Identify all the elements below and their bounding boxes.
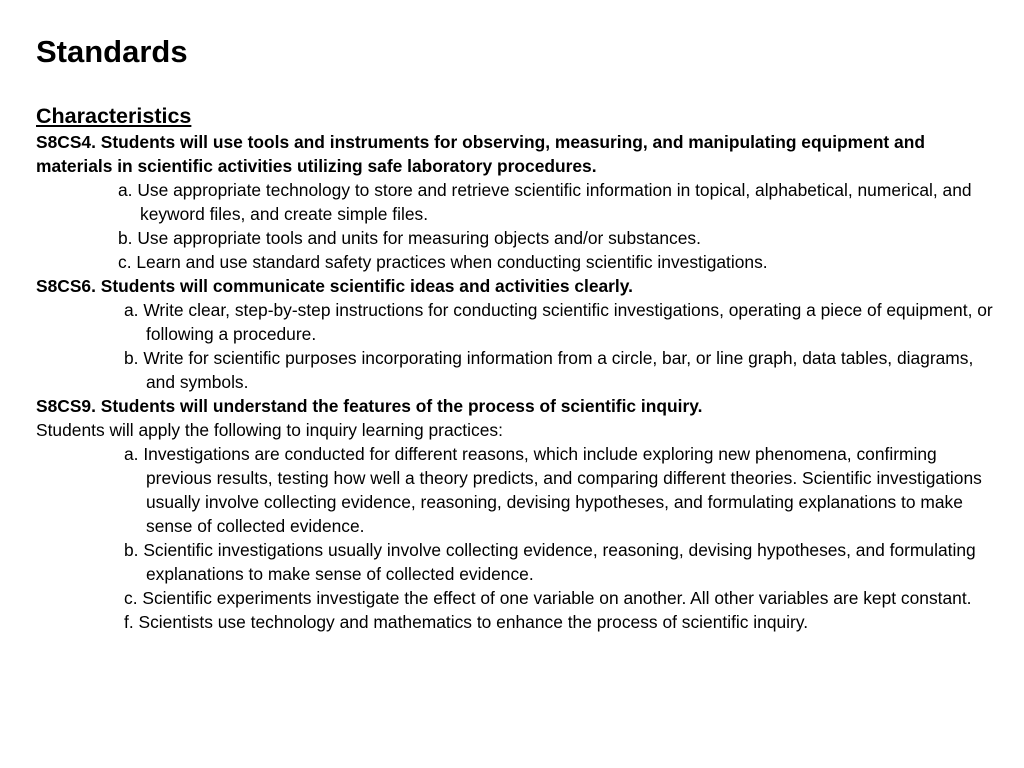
standard-intro: Students will apply the following to inquiry learning practices: — [36, 420, 503, 440]
standard-section-s8cs4 — [36, 130, 1006, 274]
standard-item — [36, 442, 1006, 538]
standard-item-text: c. Scientific experiments investigate the effect of one variable on another. All other variables are kept constant. — [124, 588, 972, 608]
slide-subtitle: Characteristics — [36, 104, 192, 128]
standard-item-text: a. Write clear, step-by-step instructions for conducting scientific investigations, operating a piece of equipment, or following a procedure. — [124, 300, 993, 344]
standard-item-text: b. Write for scientific purposes incorporating information from a circle, bar, or line graph, data tables, diagrams, and symbols. — [124, 348, 974, 392]
standard-item — [36, 538, 1006, 586]
standard-item — [36, 610, 1006, 634]
slide-content — [36, 100, 1006, 634]
standard-section-s8cs9 — [36, 394, 1006, 634]
standard-item — [36, 346, 1006, 394]
standard-item-text: a. Use appropriate technology to store and retrieve scientific information in topical, alphabetical, numerical, and keyword files, and create simple files. — [118, 180, 972, 224]
standard-item — [36, 298, 1006, 346]
standard-heading: S8CS9. Students will understand the features of the process of scientific inquiry. — [36, 396, 703, 416]
standard-heading: S8CS4. Students will use tools and instruments for observing, measuring, and manipulating equipment and materials in scientific activities utilizing safe laboratory procedures. — [36, 132, 925, 176]
standard-heading: S8CS6. Students will communicate scientific ideas and activities clearly. — [36, 276, 633, 296]
standard-item-text: a. Investigations are conducted for different reasons, which include exploring new phenomena, confirming previous results, testing how well a theory predicts, and comparing different theories. Scientific investigations usually involve collecting evidence, reasoning, devising hypotheses, and formulating explanations to make sense of collected evidence. — [124, 444, 982, 536]
standard-section-s8cs6 — [36, 274, 1006, 394]
standard-item-text: b. Scientific investigations usually involve collecting evidence, reasoning, devising hypotheses, and formulating explanations to make sense of collected evidence. — [124, 540, 976, 584]
standard-item — [36, 586, 1006, 610]
slide-title: Standards — [36, 34, 188, 69]
standard-item-text: c. Learn and use standard safety practices when conducting scientific investigations. — [118, 252, 768, 272]
standard-item-text: b. Use appropriate tools and units for measuring objects and/or substances. — [118, 228, 701, 248]
standard-item — [36, 178, 1006, 226]
standard-item — [36, 226, 1006, 250]
standard-item — [36, 250, 1006, 274]
standard-item-text: f. Scientists use technology and mathematics to enhance the process of scientific inquiry. — [124, 612, 809, 632]
